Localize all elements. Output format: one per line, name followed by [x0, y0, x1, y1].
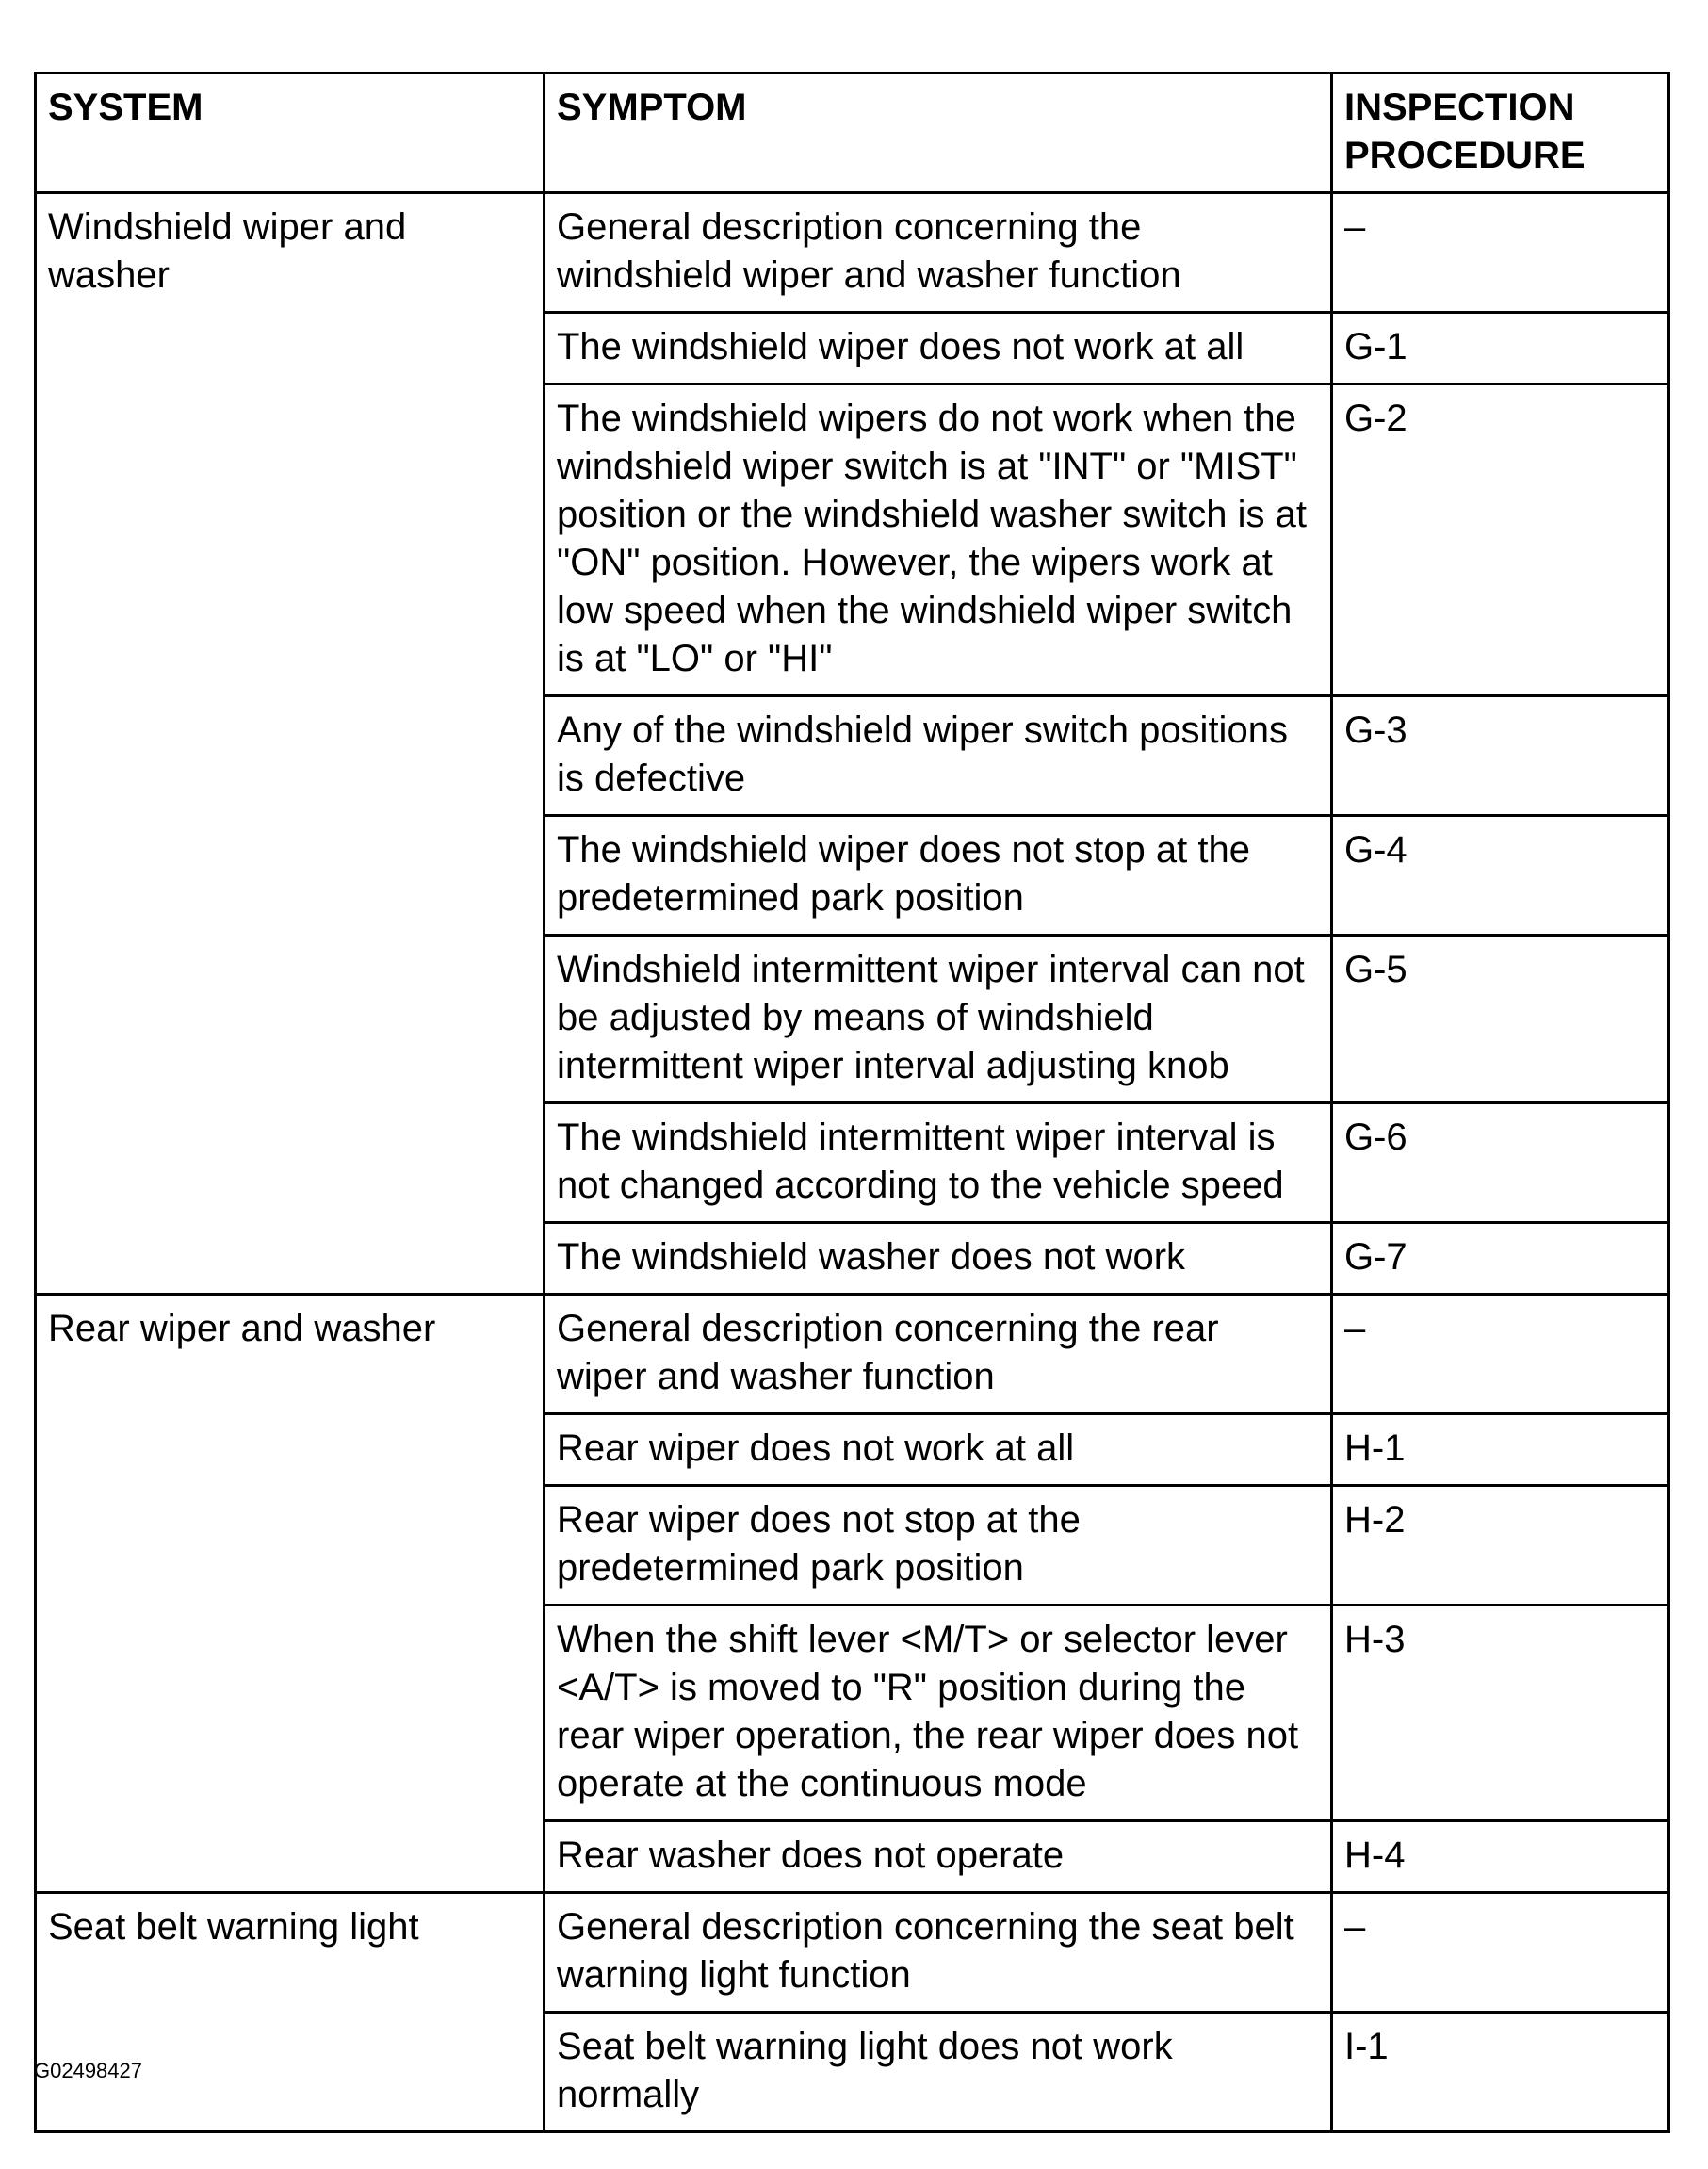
procedure-cell: I-1 — [1332, 2013, 1669, 2132]
symptom-cell: Rear washer does not operate — [545, 1821, 1332, 1893]
symptom-cell: General description concerning the rear wiper and washer function — [545, 1295, 1332, 1414]
symptom-cell: The windshield wiper does not stop at the predetermined park position — [545, 816, 1332, 936]
symptom-cell: General description concerning the windshield wiper and washer function — [545, 193, 1332, 313]
figure-id: G02498427 — [34, 2059, 142, 2082]
inspection-table — [34, 72, 1670, 2133]
symptom-cell: Rear wiper does not work at all — [545, 1414, 1332, 1486]
symptom-cell: The windshield washer does not work — [545, 1223, 1332, 1295]
system-cell: Seat belt warning light — [36, 1893, 545, 2132]
procedure-cell: H-3 — [1332, 1606, 1669, 1821]
procedure-cell: G-1 — [1332, 313, 1669, 384]
procedure-cell: H-2 — [1332, 1486, 1669, 1606]
procedure-cell: G-6 — [1332, 1103, 1669, 1223]
symptom-cell: When the shift lever <M/T> or selector lever <A/T> is moved to "R" position during the rear wiper operation, the rear wiper does not operate at the continuous mode — [545, 1606, 1332, 1821]
symptom-cell: Windshield intermittent wiper interval can not be adjusted by means of windshield intermittent wiper interval adjusting knob — [545, 936, 1332, 1103]
procedure-cell: – — [1332, 1893, 1669, 2013]
symptom-cell: Rear wiper does not stop at the predetermined park position — [545, 1486, 1332, 1606]
header-system: SYSTEM — [36, 73, 545, 193]
system-cell: Windshield wiper and washer — [36, 193, 545, 1295]
procedure-cell: – — [1332, 1295, 1669, 1414]
table-row — [36, 193, 1669, 313]
table-row — [36, 1893, 1669, 2013]
symptom-cell: The windshield wipers do not work when the windshield wiper switch is at "INT" or "MIST" position or the windshield washer switch is at "ON" position. However, the wipers work at low speed when the windshield wiper switch is at "LO" or "HI" — [545, 384, 1332, 696]
procedure-cell: G-5 — [1332, 936, 1669, 1103]
symptom-cell: The windshield intermittent wiper interval is not changed according to the vehicle speed — [545, 1103, 1332, 1223]
procedure-cell: H-4 — [1332, 1821, 1669, 1893]
header-symptom: SYMPTOM — [545, 73, 1332, 193]
procedure-cell: G-4 — [1332, 816, 1669, 936]
symptom-cell: General description concerning the seat belt warning light function — [545, 1893, 1332, 2013]
procedure-cell: – — [1332, 193, 1669, 313]
header-row — [36, 73, 1669, 193]
header-inspection-procedure: INSPECTION PROCEDURE — [1332, 73, 1669, 193]
procedure-cell: H-1 — [1332, 1414, 1669, 1486]
system-cell: Rear wiper and washer — [36, 1295, 545, 1893]
procedure-cell: G-7 — [1332, 1223, 1669, 1295]
table-row — [36, 1295, 1669, 1414]
procedure-cell: G-2 — [1332, 384, 1669, 696]
symptom-cell: Any of the windshield wiper switch positions is defective — [545, 696, 1332, 816]
procedure-cell: G-3 — [1332, 696, 1669, 816]
symptom-cell: The windshield wiper does not work at all — [545, 313, 1332, 384]
symptom-cell: Seat belt warning light does not work normally — [545, 2013, 1332, 2132]
